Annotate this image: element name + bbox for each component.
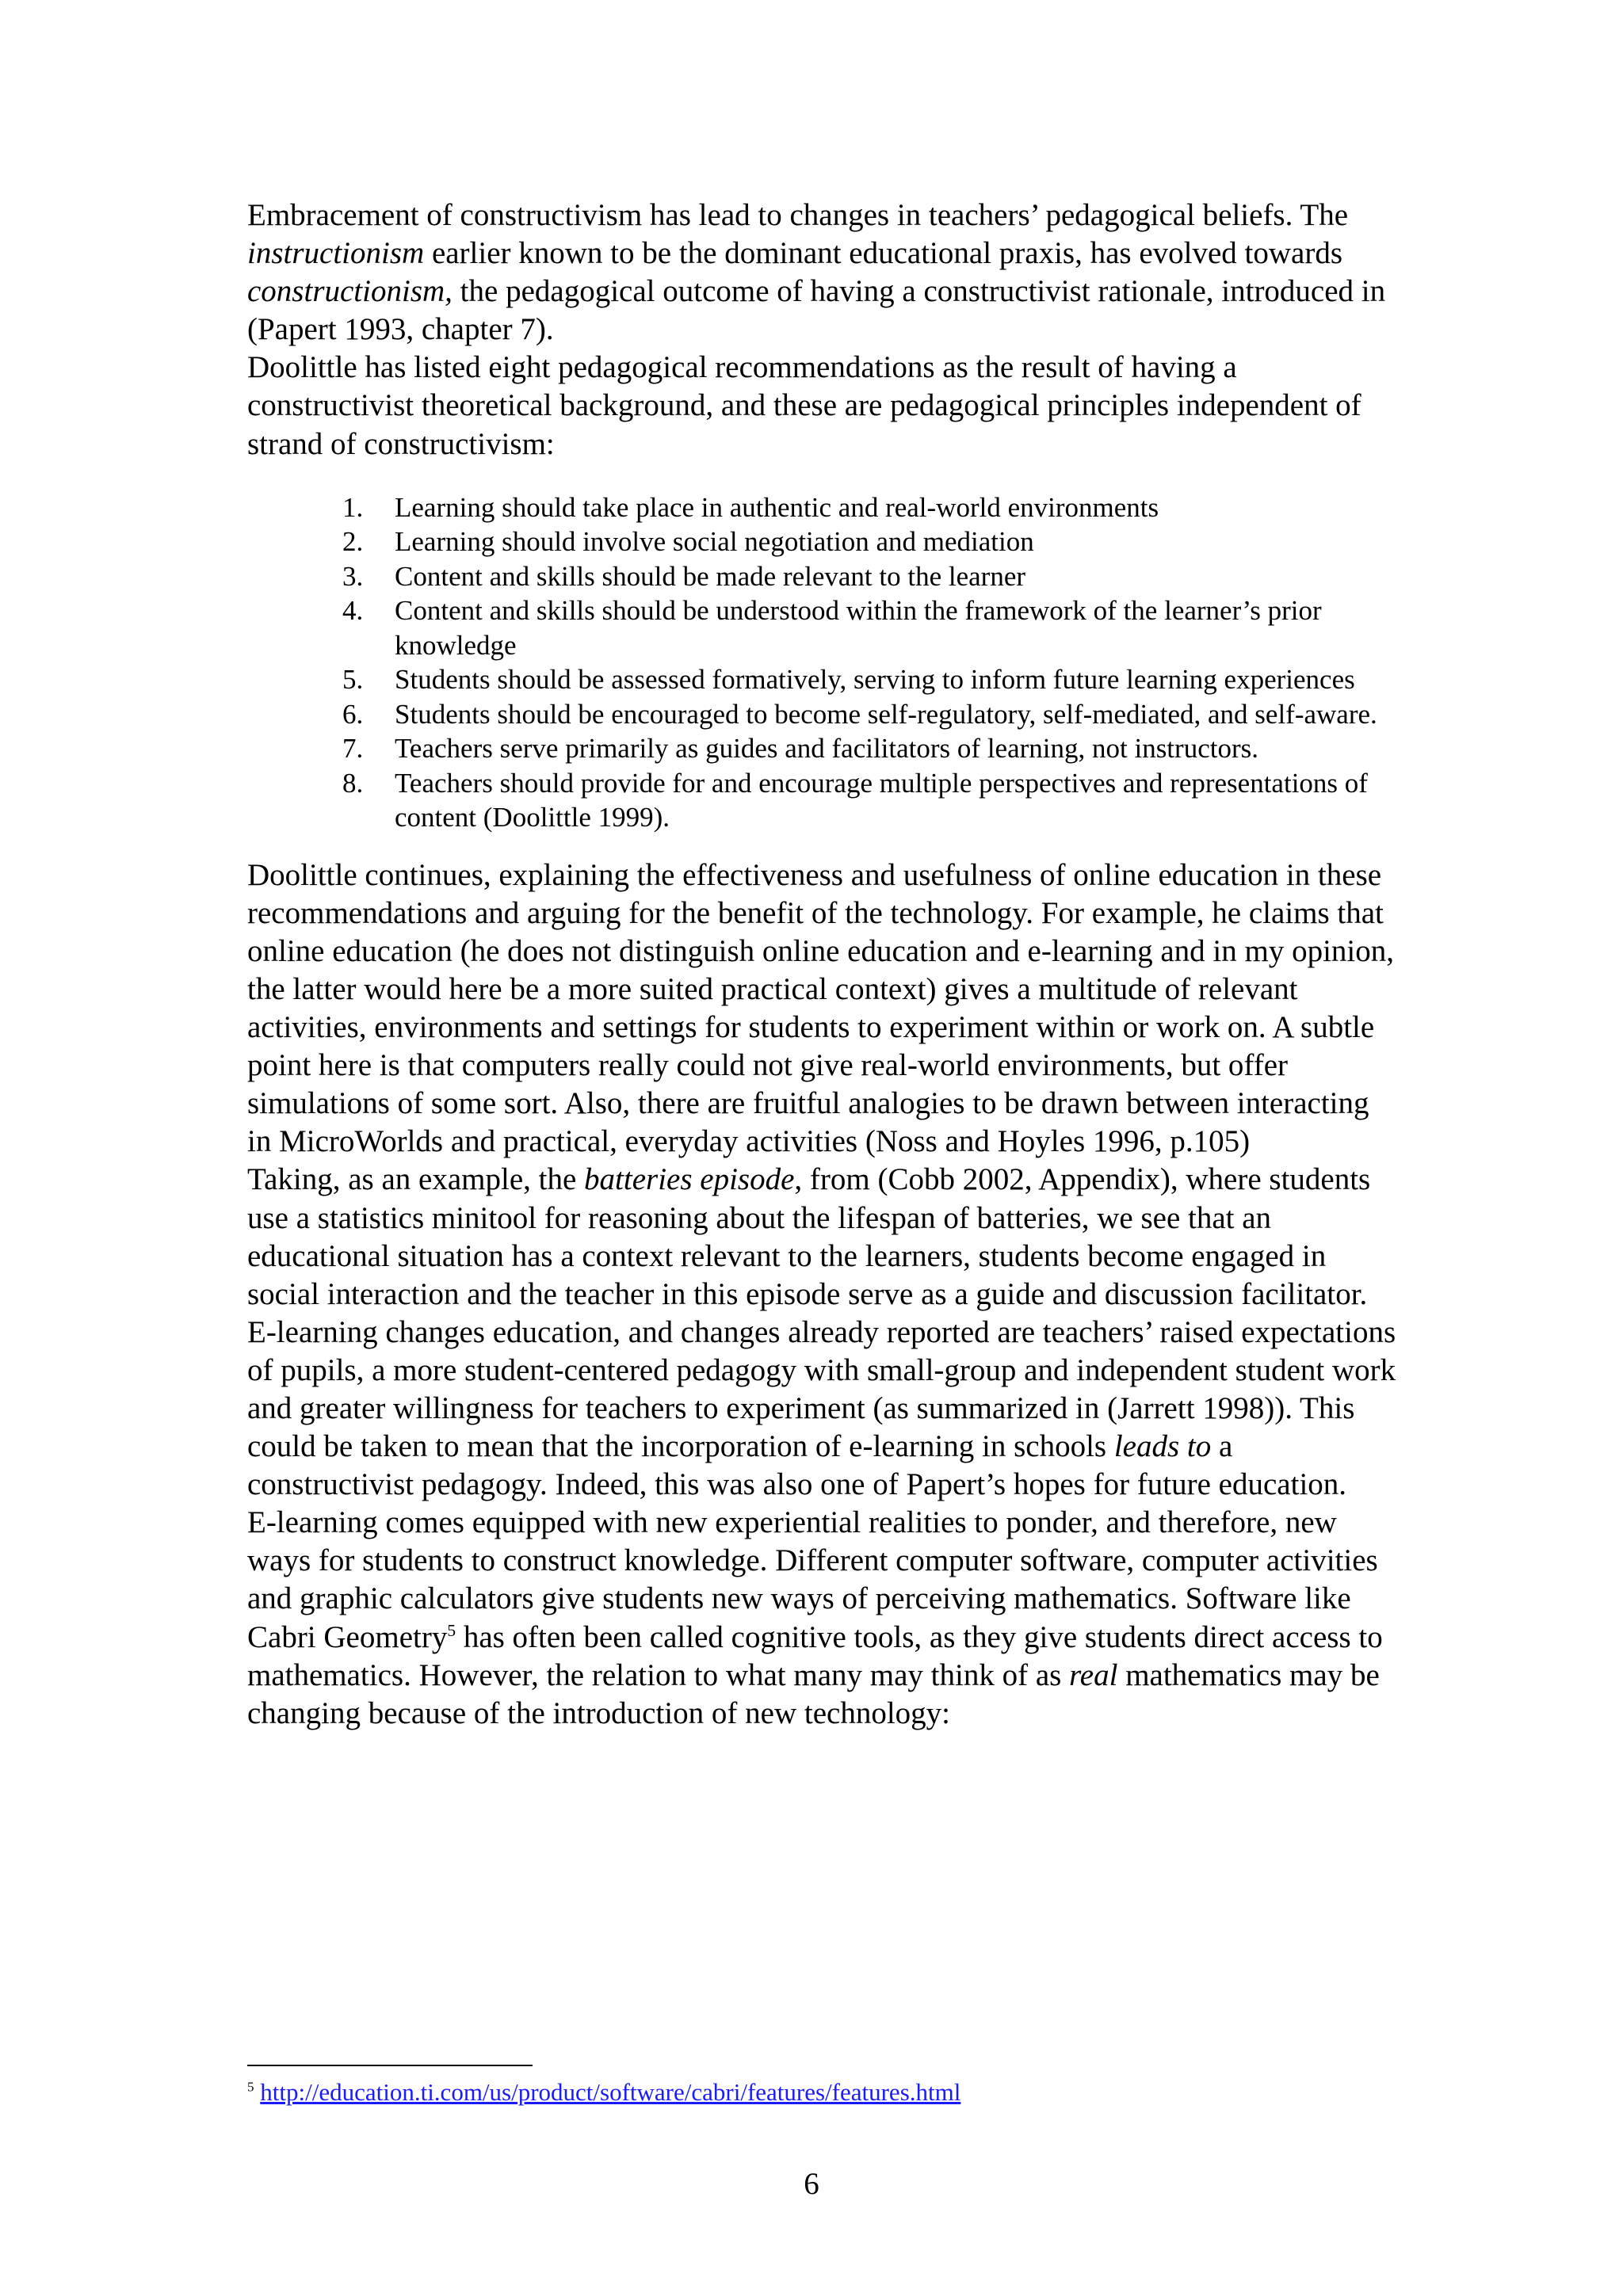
list-item xyxy=(247,524,1398,559)
list-item-text: Students should be assessed formatively, serving to inform future learning experiences xyxy=(395,664,1355,696)
recommendations-list xyxy=(247,490,1398,835)
text-run: E-learning changes education, and changes already reported are teachers’ raised expectations of pupils, a more student-centered pedagogy with small-group and independent student work and greater willingness for teachers to experiment (as summarized in (Jarrett 1998)). This could be taken to mean that the incorporation of e-learning in schools xyxy=(247,1314,1396,1464)
list-item-text: Learning should take place in authentic and real-world environments xyxy=(395,491,1159,523)
list-item-number: 7. xyxy=(342,733,364,765)
paragraph-online-education xyxy=(247,856,1398,1161)
paragraph-doolittle-recommendations xyxy=(247,349,1398,463)
italic-text: real xyxy=(1069,1657,1118,1692)
list-item xyxy=(247,559,1398,594)
list-item xyxy=(247,766,1398,835)
list-item-text: Content and skills should be understood within the framework of the learner’s prior knowledge xyxy=(395,595,1322,661)
list-item-number: 8. xyxy=(342,767,364,799)
list-item-number: 3. xyxy=(342,560,364,592)
footnote-link[interactable]: http://education.ti.com/us/product/software/cabri/features/features.html xyxy=(260,2078,961,2106)
italic-text: batteries episode xyxy=(584,1162,795,1197)
text-run: E-learning comes equipped with new experiential realities to ponder, and therefore, new ways for students to construct knowledge. Different computer software, computer activities and graphic calculators give students new ways of perceiving mathematics. Software like Cabri Geometry xyxy=(247,1505,1378,1654)
text-run: has often been called cognitive tools, as they give students direct access to mathematics. However, the relation to what many may think of as xyxy=(247,1619,1383,1692)
text-run: a constructivist pedagogy. Indeed, this was also one of Papert’s hopes for future education. xyxy=(247,1429,1347,1502)
paragraph-e-learning-changes xyxy=(247,1314,1398,1504)
list-item xyxy=(247,697,1398,732)
text-run: Doolittle has listed eight pedagogical recommendations as the result of having a constructivist theoretical background, and these are pedagogical principles independent of strand of constructivism: xyxy=(247,350,1361,461)
list-item-number: 4. xyxy=(342,595,364,627)
footnote-mark: 5 xyxy=(247,2079,254,2095)
list-item-number: 6. xyxy=(342,698,364,730)
list-item xyxy=(247,490,1398,525)
italic-text: constructionism, xyxy=(247,274,453,309)
italic-text: instructionism xyxy=(247,236,425,271)
text-run: Taking, as an example, the xyxy=(247,1162,585,1197)
paragraph-batteries-episode xyxy=(247,1161,1398,1313)
italic-text: leads to xyxy=(1113,1429,1212,1464)
list-item xyxy=(247,662,1398,697)
paragraph-constructivism xyxy=(247,196,1398,349)
text-run: mathematics may be changing because of the introduction of new technology: xyxy=(247,1657,1380,1730)
list-item-text: Teachers should provide for and encourage multiple perspectives and representations of content (Doolittle 1999). xyxy=(395,767,1368,833)
text-run: Embracement of constructivism has lead to changes in teachers’ pedagogical beliefs. The xyxy=(247,198,1349,232)
text-run: Doolittle continues, explaining the effectiveness and usefulness of online education in these recommendations and arguing for the benefit of the technology. For example, he claims that online education (he does not distinguish online education and e-learning and in my opinion, the latter would here be a more suited practical context) gives a multitude of relevant activities, environments and settings for students to experiment within or work on. A subtle point here is that computers really could not give real-world environments, but offer simulations of some sort. Also, there are fruitful analogies to be drawn between interacting in MicroWorlds and practical, everyday activities (Noss and Hoyles 1996, p.105) xyxy=(247,857,1395,1159)
list-item-number: 1. xyxy=(342,491,364,523)
list-item-number: 5. xyxy=(342,664,364,696)
text-run: the pedagogical outcome of having a constructivist rationale, introduced in (Papert 1993, chapter 7). xyxy=(247,274,1386,347)
footnote xyxy=(247,2078,960,2107)
text-run: earlier known to be the dominant educational praxis, has evolved towards xyxy=(424,236,1343,271)
list-item xyxy=(247,593,1398,662)
list-item-text: Content and skills should be made relevant to the learner xyxy=(395,560,1026,592)
list-item-text: Teachers serve primarily as guides and facilitators of learning, not instructors. xyxy=(395,733,1258,765)
text-run: , from (Cobb 2002, Appendix), where students use a statistics minitool for reasoning about the lifespan of batteries, we see that an educational situation has a context relevant to the learners, students become engaged in social interaction and the teacher in this episode serve as a guide and discussion facilitator. xyxy=(247,1162,1371,1311)
footnote-separator xyxy=(247,2065,533,2066)
footnote-reference: 5 xyxy=(447,1620,456,1640)
document-body xyxy=(247,196,1398,1733)
list-item-number: 2. xyxy=(342,526,364,558)
list-item xyxy=(247,731,1398,766)
page-number: 6 xyxy=(804,2167,819,2201)
list-item-text: Students should be encouraged to become self-regulatory, self-mediated, and self-aware. xyxy=(395,698,1377,730)
list-item-text: Learning should involve social negotiation and mediation xyxy=(395,526,1034,558)
paragraph-experiential-realities xyxy=(247,1504,1398,1733)
